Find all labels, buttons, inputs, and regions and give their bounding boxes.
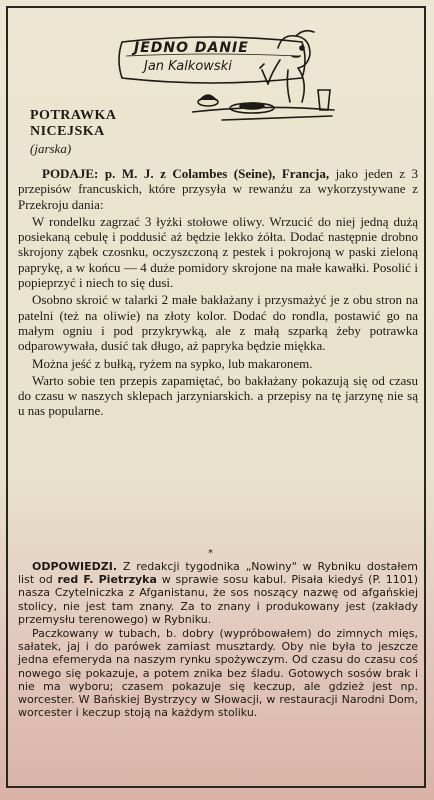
answers-name: red F. Pietrzyka	[57, 573, 157, 587]
answers-text: w sprawie sosu kabul. Pisała kiedyś (P. 1101) nasza Czytelniczka z Afganistanu, że sos noszący nazwę od afgańskiej stolicy, nie jest tam znany. Za to znany i produkowany jest (zakłady przemysłu terenowego) w Rybniku.	[18, 573, 418, 626]
cook-illustration-icon	[192, 20, 342, 130]
article-paragraph: Warto sobie ten przepis zapamiętać, bo bakłażany pokazują się od czasu do czasu w naszych sklepach jarzyniarskich. a przepisy na tę jarzynę nie są u nas popularne.	[18, 372, 418, 419]
answers-paragraph: Paczkowany w tubach, b. dobry (wypróbowałem) do zimnych mięs, sałatek, jaj i do parówek zamiast musztardy. Oby nie była to jeszcze jedna efemeryda na naszym rynku spożywczym. Od czasu do czasu coś nowego się pokazuje, a potem znika bez śladu. Gotowych sosów brak i nie ma wyboru; czasem pokazuje się keczup, ale gdzież jest np. worcester. W Bańskiej Bystrzycy w Słowacji, w restauracji Narodni Dom, worcester i keczup stoją na każdym stoliku.	[18, 627, 418, 720]
article-paragraph: W rondelku zagrzać 3 łyżki stołowe oliwy. Wrzucić do niej jedną dużą posiekaną cebulę i poddusić aż będzie lekko żółta. Dodać następnie drobno skrojony ząbek czosnku, oczyszczoną z pestek i pokrojoną w paski zieloną paprykę, a w końcu — 4 duże pomidory skrojone na małe kawałki. Posolić i popieprzyć i niech to się dusi.	[18, 213, 418, 291]
recipe-subtitle: (jarska)	[30, 141, 72, 156]
article-intro	[18, 166, 418, 212]
article-intro-rest: jako jeden z 3 przepisów francuskich, które przysyła w rewanżu za wykorzystywane z Przekroju dania:	[18, 166, 418, 212]
article-paragraph: Można jeść z bułką, ryżem na sypko, lub makaronem.	[32, 355, 313, 371]
recipe-title-line2: NICEJSKA	[30, 124, 105, 139]
answers-paragraph	[18, 560, 418, 626]
article-paragraph: Osobno skroić w talarki 2 małe bakłażany i przysmażyć je z obu stron na patelni (też na oliwie) na złoty kolor. Dodać do rondla, postawić go na małym ogniu i pod przykrywką, ale z małą szparką żeby potrawka odparowywała, dusić tak długo, aż papryka będzie miękka.	[18, 292, 418, 354]
answers-section	[18, 560, 418, 720]
answers-text: Z redakcji tygodnika „Nowiny" w Rybniku dostałem list od	[18, 560, 418, 587]
article-intro-bold: PODAJE: p. M. J. z Colambes (Seine), Francja,	[42, 166, 330, 181]
recipe-title	[30, 108, 116, 140]
recipe-title-line1: POTRAWKA	[30, 108, 117, 123]
recipe-article	[18, 166, 418, 421]
answers-label: ODPOWIEDZI.	[32, 560, 118, 573]
section-separator: *	[208, 548, 213, 559]
logo-author: Jan Kalkowski	[144, 59, 232, 74]
logo-title: JEDNO DANIE	[134, 40, 249, 56]
